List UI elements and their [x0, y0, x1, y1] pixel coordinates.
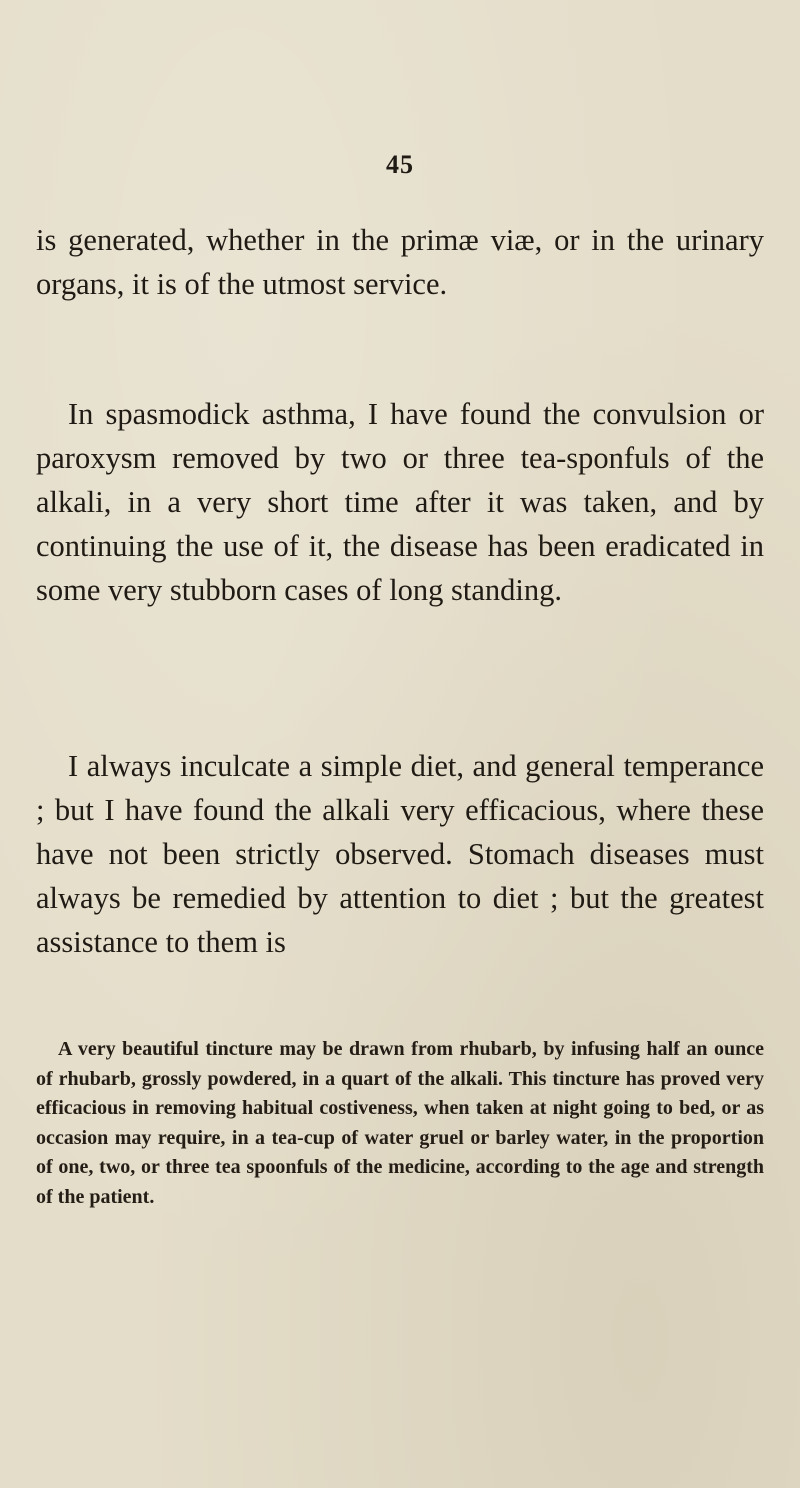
page-number: 45: [386, 150, 414, 179]
paragraph-asthma: In spasmodick asthma, I have found the convulsion or paroxysm removed by two or three tea-sponfuls of the alkali, in a very short time after it was taken, and by continuing the use of it, the disease has been eradicated in some very stubborn cases of long standing.: [36, 397, 764, 607]
paragraph-continuation: is generated, whether in the primæ viæ, or in the urinary organs, it is of the utmost service.: [36, 223, 764, 301]
footnote-rhubarb-tincture: A very beautiful tincture may be drawn from rhubarb, by infusing half an ounce of rhubarb, grossly powdered, in a quart of the alkali. This tincture has proved very efficacious in removing habitual costiveness, when taken at night going to bed, or as occasion may require, in a tea-cup of water gruel or barley water, in the proportion of one, two, or three tea spoonfuls of the medicine, according to the age and strength of the patient.: [36, 1038, 764, 1208]
paragraph-diet: I always inculcate a simple diet, and general temperance ; but I have found the alkali very efficacious, where these have not been strictly observed. Stomach diseases must always be remedied by attention to diet ; but the greatest assistance to them is: [36, 749, 764, 959]
